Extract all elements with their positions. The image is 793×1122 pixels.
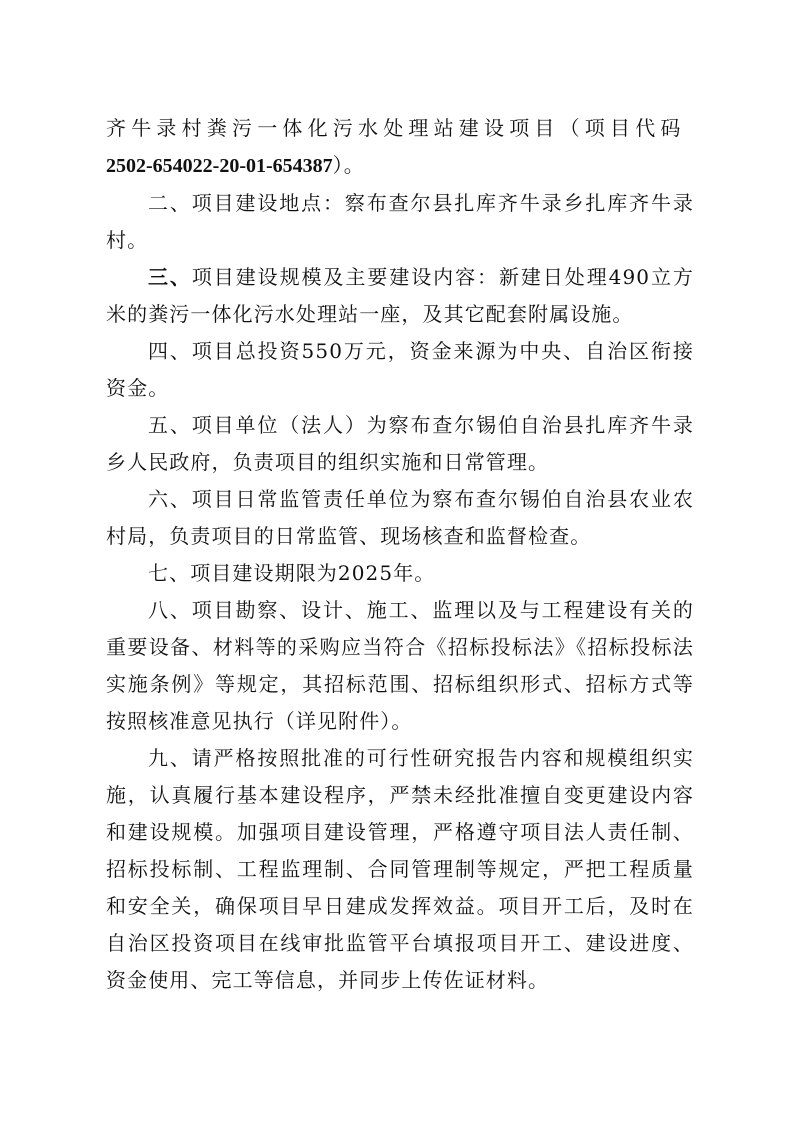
paragraph-construction-period: 七、项目建设期限为2025年。 [148, 561, 436, 585]
document-body [106, 110, 694, 999]
paragraph-project-unit: 五、项目单位（法人）为察布查尔锡伯自治县扎库齐牛录乡人民政府，负责项目的组织实施和日常管理。 [106, 413, 694, 474]
paragraph-requirements: 九、请严格按照批准的可行性研究报告内容和规模组织实施，认真履行基本建设程序，严禁未经批准擅自变更建设内容和建设规模。加强项目建设管理，严格遵守项目法人责任制、招标投标制、工程监理制、合同管理制等规定，严把工程质量和安全关，确保项目早日建成发挥效益。项目开工后，及时在自治区投资项目在线审批监管平台填报项目开工、建设进度、资金使用、完工等信息，并同步上传佐证材料。 [106, 746, 694, 992]
paragraph-procurement: 八、项目勘察、设计、施工、监理以及与工程建设有关的重要设备、材料等的采购应当符合《招标投标法》《招标投标法实施条例》等规定，其招标范围、招标组织形式、招标方式等按照核准意见执行（详见附件）。 [106, 598, 694, 733]
scale-prefix: 三、 [148, 265, 192, 289]
paragraph-scale [106, 259, 694, 333]
project-name-suffix: ）。 [332, 153, 365, 177]
paragraph-project-name [106, 110, 694, 185]
paragraph-investment: 四、项目总投资550万元，资金来源为中央、自治区衔接资金。 [106, 339, 694, 400]
project-name-text: 齐牛录村粪污一体化污水处理站建设项目（项目代码 [106, 116, 686, 140]
paragraph-supervision-unit: 六、项目日常监管责任单位为察布查尔锡伯自治县农业农村局，负责项目的日常监管、现场核查和监督检查。 [106, 487, 694, 548]
scale-text: 项目建设规模及主要建设内容：新建日处理490立方米的粪污一体化污水处理站一座，及其它配套附属设施。 [106, 265, 694, 326]
paragraph-location: 二、项目建设地点：察布查尔县扎库齐牛录乡扎库齐牛录村。 [106, 191, 694, 252]
project-code: 2502-654022-20-01-654387 [106, 155, 333, 177]
